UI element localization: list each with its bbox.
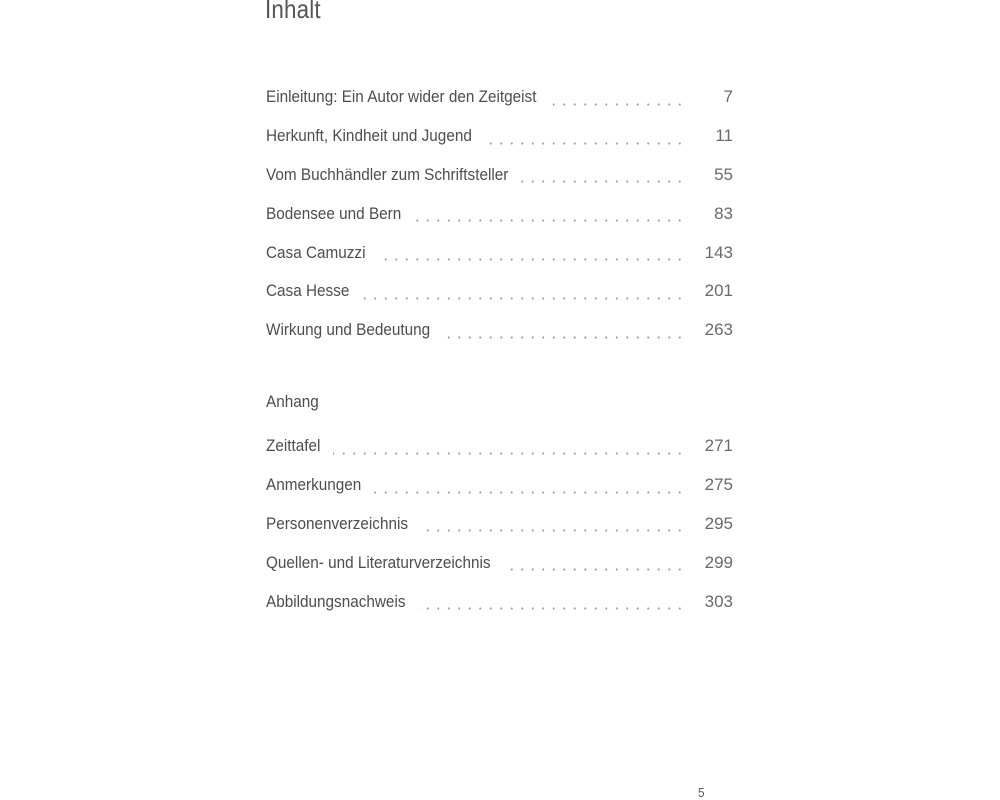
toc-entry — [266, 311, 733, 350]
toc-appendix-list — [266, 427, 733, 621]
toc-entry — [266, 466, 733, 505]
toc-entry-title: Einleitung: Ein Autor wider den Zeitgeist — [266, 87, 537, 107]
toc-entry-title: Wirkung und Bedeutung — [266, 320, 431, 340]
toc-entry — [266, 233, 733, 272]
toc-entry-title: Anmerkungen — [266, 475, 362, 495]
toc-entry — [266, 582, 733, 621]
toc-entry-page: 55 — [714, 164, 733, 184]
dot-leader — [378, 258, 685, 261]
toc-entry-title: Zeittafel — [266, 436, 321, 456]
toc-entry — [266, 427, 733, 466]
toc-entry-title: Vom Buchhändler zum Schriftsteller — [266, 164, 509, 184]
toc-entry — [266, 117, 733, 156]
toc-entry — [266, 505, 733, 544]
dot-leader — [374, 491, 685, 494]
toc-entry-page: 7 — [723, 87, 733, 107]
dot-leader — [521, 180, 685, 183]
dot-leader — [421, 529, 685, 532]
toc-entry-title: Casa Camuzzi — [266, 242, 366, 262]
appendix-heading: Anhang — [266, 392, 319, 411]
toc-entry — [266, 194, 733, 233]
toc-entry-title: Personenverzeichnis — [266, 513, 409, 533]
dot-leader — [443, 336, 685, 339]
dot-leader — [484, 142, 685, 145]
toc-main-list — [266, 78, 733, 350]
page-number: 5 — [698, 785, 705, 800]
toc-entry-page: 271 — [704, 436, 733, 456]
toc-entry-page: 295 — [704, 513, 733, 533]
toc-entry — [266, 156, 733, 195]
toc-entry-page: 299 — [704, 552, 733, 572]
page-title: Inhalt — [265, 0, 321, 24]
toc-entry-title: Quellen- und Literaturverzeichnis — [266, 552, 491, 572]
toc-entry — [266, 78, 733, 117]
dot-leader — [333, 452, 685, 455]
toc-entry-title: Casa Hesse — [266, 281, 350, 301]
toc-entry-page: 83 — [714, 203, 733, 223]
toc-entry-title: Abbildungsnachweis — [266, 591, 406, 611]
dot-leader — [503, 568, 685, 571]
dot-leader — [362, 297, 685, 300]
toc-entry-page: 263 — [704, 320, 733, 340]
toc-entry — [266, 543, 733, 582]
toc-entry-title: Herkunft, Kindheit und Jugend — [266, 126, 472, 146]
dot-leader — [418, 607, 685, 610]
toc-entry — [266, 272, 733, 311]
toc-entry-page: 201 — [704, 281, 733, 301]
toc-entry-page: 303 — [704, 591, 733, 611]
toc-entry-page: 11 — [715, 126, 733, 146]
dot-leader — [549, 103, 685, 106]
toc-entry-title: Bodensee und Bern — [266, 203, 402, 223]
toc-entry-page: 143 — [704, 242, 733, 262]
dot-leader — [414, 219, 685, 222]
toc-entry-page: 275 — [704, 475, 733, 495]
